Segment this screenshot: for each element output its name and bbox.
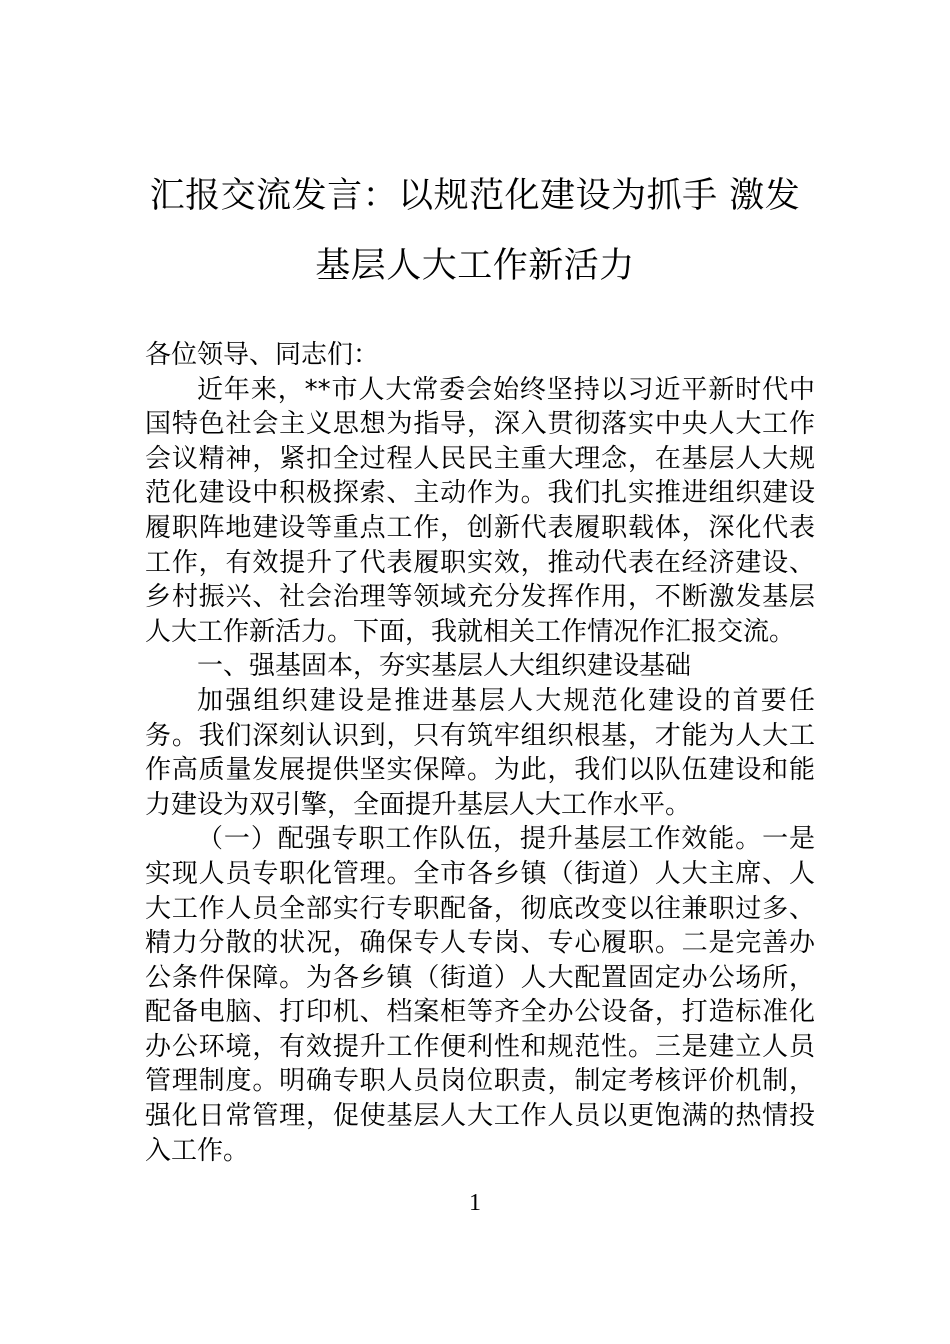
paragraph-intro: 近年来，**市人大常委会始终坚持以习近平新时代中国特色社会主义思想为指导，深入贯彻落实中央人大工作会议精神，紧扣全过程人民民主重大理念，在基层人大规范化建设中积极探索、主动作为。我们扎实推进组织建设履职阵地建设等重点工作，创新代表履职载体，深化代表工作，有效提升了代表履职实效，推动代表在经济建设、乡村振兴、社会治理等领域充分发挥作用，不断激发基层人大工作新活力。下面，我就相关工作情况作汇报交流。: [145, 374, 815, 647]
title-line-2: 基层人大工作新活力: [315, 246, 635, 286]
document-body: [145, 338, 815, 1168]
title-line-1: 汇报交流发言：以规范化建设为抓手 激发: [149, 176, 801, 216]
section-heading-1: 一、强基固本，夯实基层人大组织建设基础: [197, 651, 692, 682]
paragraph-section-1: 加强组织建设是推进基层人大规范化建设的首要任务。我们深刻认识到，只有筑牢组织根基，才能为人大工作高质量发展提供坚实保障。为此，我们以队伍建设和能力建设为双引擎，全面提升基层人大工作水平。: [145, 685, 815, 820]
salutation: 各位领导、同志们：: [145, 340, 380, 370]
page-number: 1: [469, 1190, 481, 1216]
paragraph-subsection-1: （一）配强专职工作队伍，提升基层工作效能。一是实现人员专职化管理。全市各乡镇（街道）人大主席、人大工作人员全部实行专职配备，彻底改变以往兼职过多、精力分散的状况，确保专人专岗、专心履职。二是完善办公条件保障。为各乡镇（街道）人大配置固定办公场所，配备电脑、打印机、档案柜等齐全办公设备，打造标准化办公环境，有效提升工作便利性和规范性。三是建立人员管理制度。明确专职人员岗位职责，制定考核评价机制，强化日常管理，促使基层人大工作人员以更饱满的热情投入工作。: [145, 824, 815, 1166]
